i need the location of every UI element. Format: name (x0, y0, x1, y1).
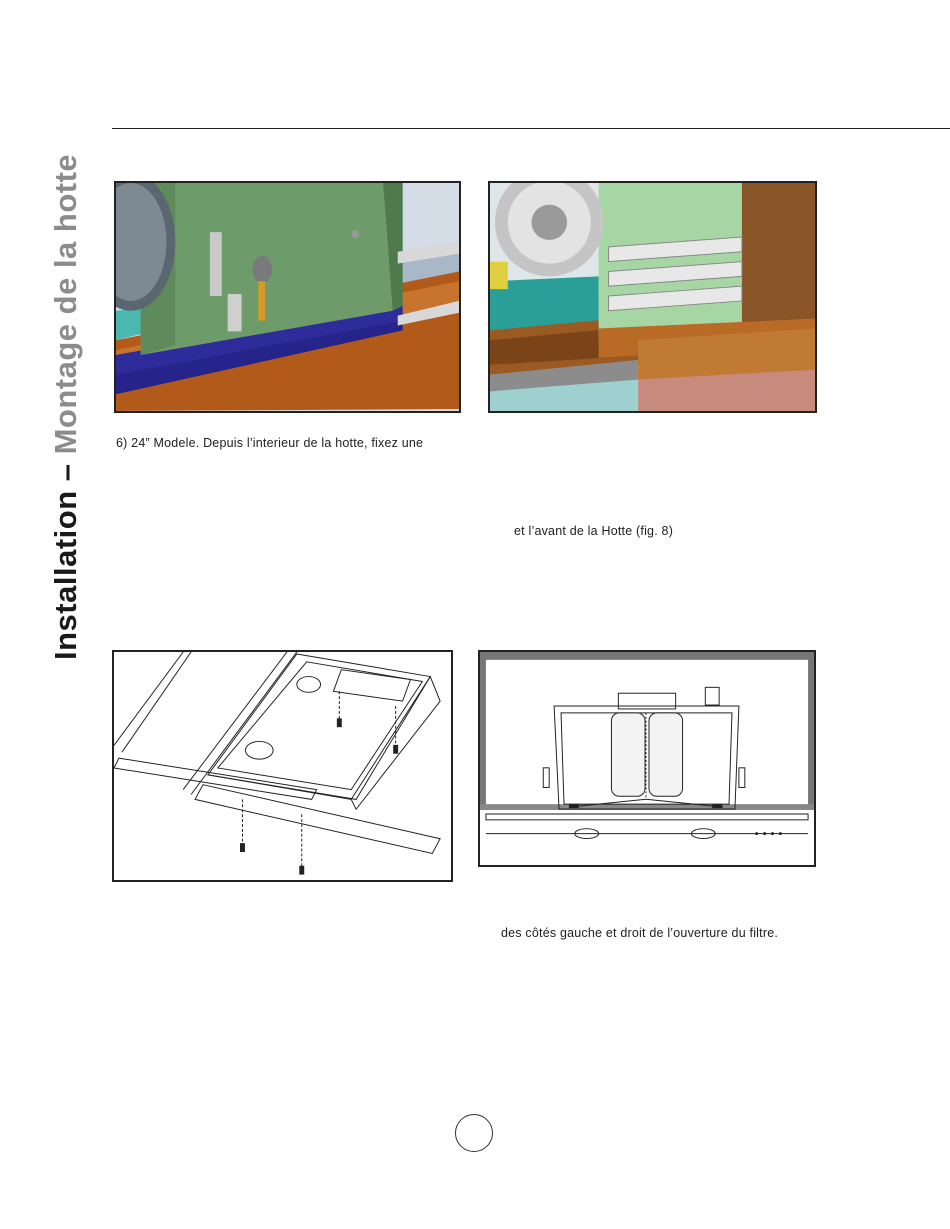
section-title-installation: Installation – (48, 454, 83, 660)
section-title (48, 154, 84, 660)
figure-blower-rails (488, 181, 817, 413)
header-rule (112, 128, 950, 129)
figure-hood-front (478, 650, 816, 867)
section-title-montage: Montage de la hotte (48, 153, 83, 455)
figure-hood-underside (112, 650, 453, 882)
page-number-circle (455, 1114, 493, 1152)
caption-filter-opening: des côtés gauche et droit de l’ouverture du filtre. (501, 926, 779, 940)
figure-blower-bracket (114, 181, 461, 413)
caption-step-6: 6) 24” Modele. Depuis l’interieur de la hotte, fixez une (116, 436, 424, 450)
caption-fig-8: et l’avant de la Hotte (fig. 8) (514, 524, 674, 538)
